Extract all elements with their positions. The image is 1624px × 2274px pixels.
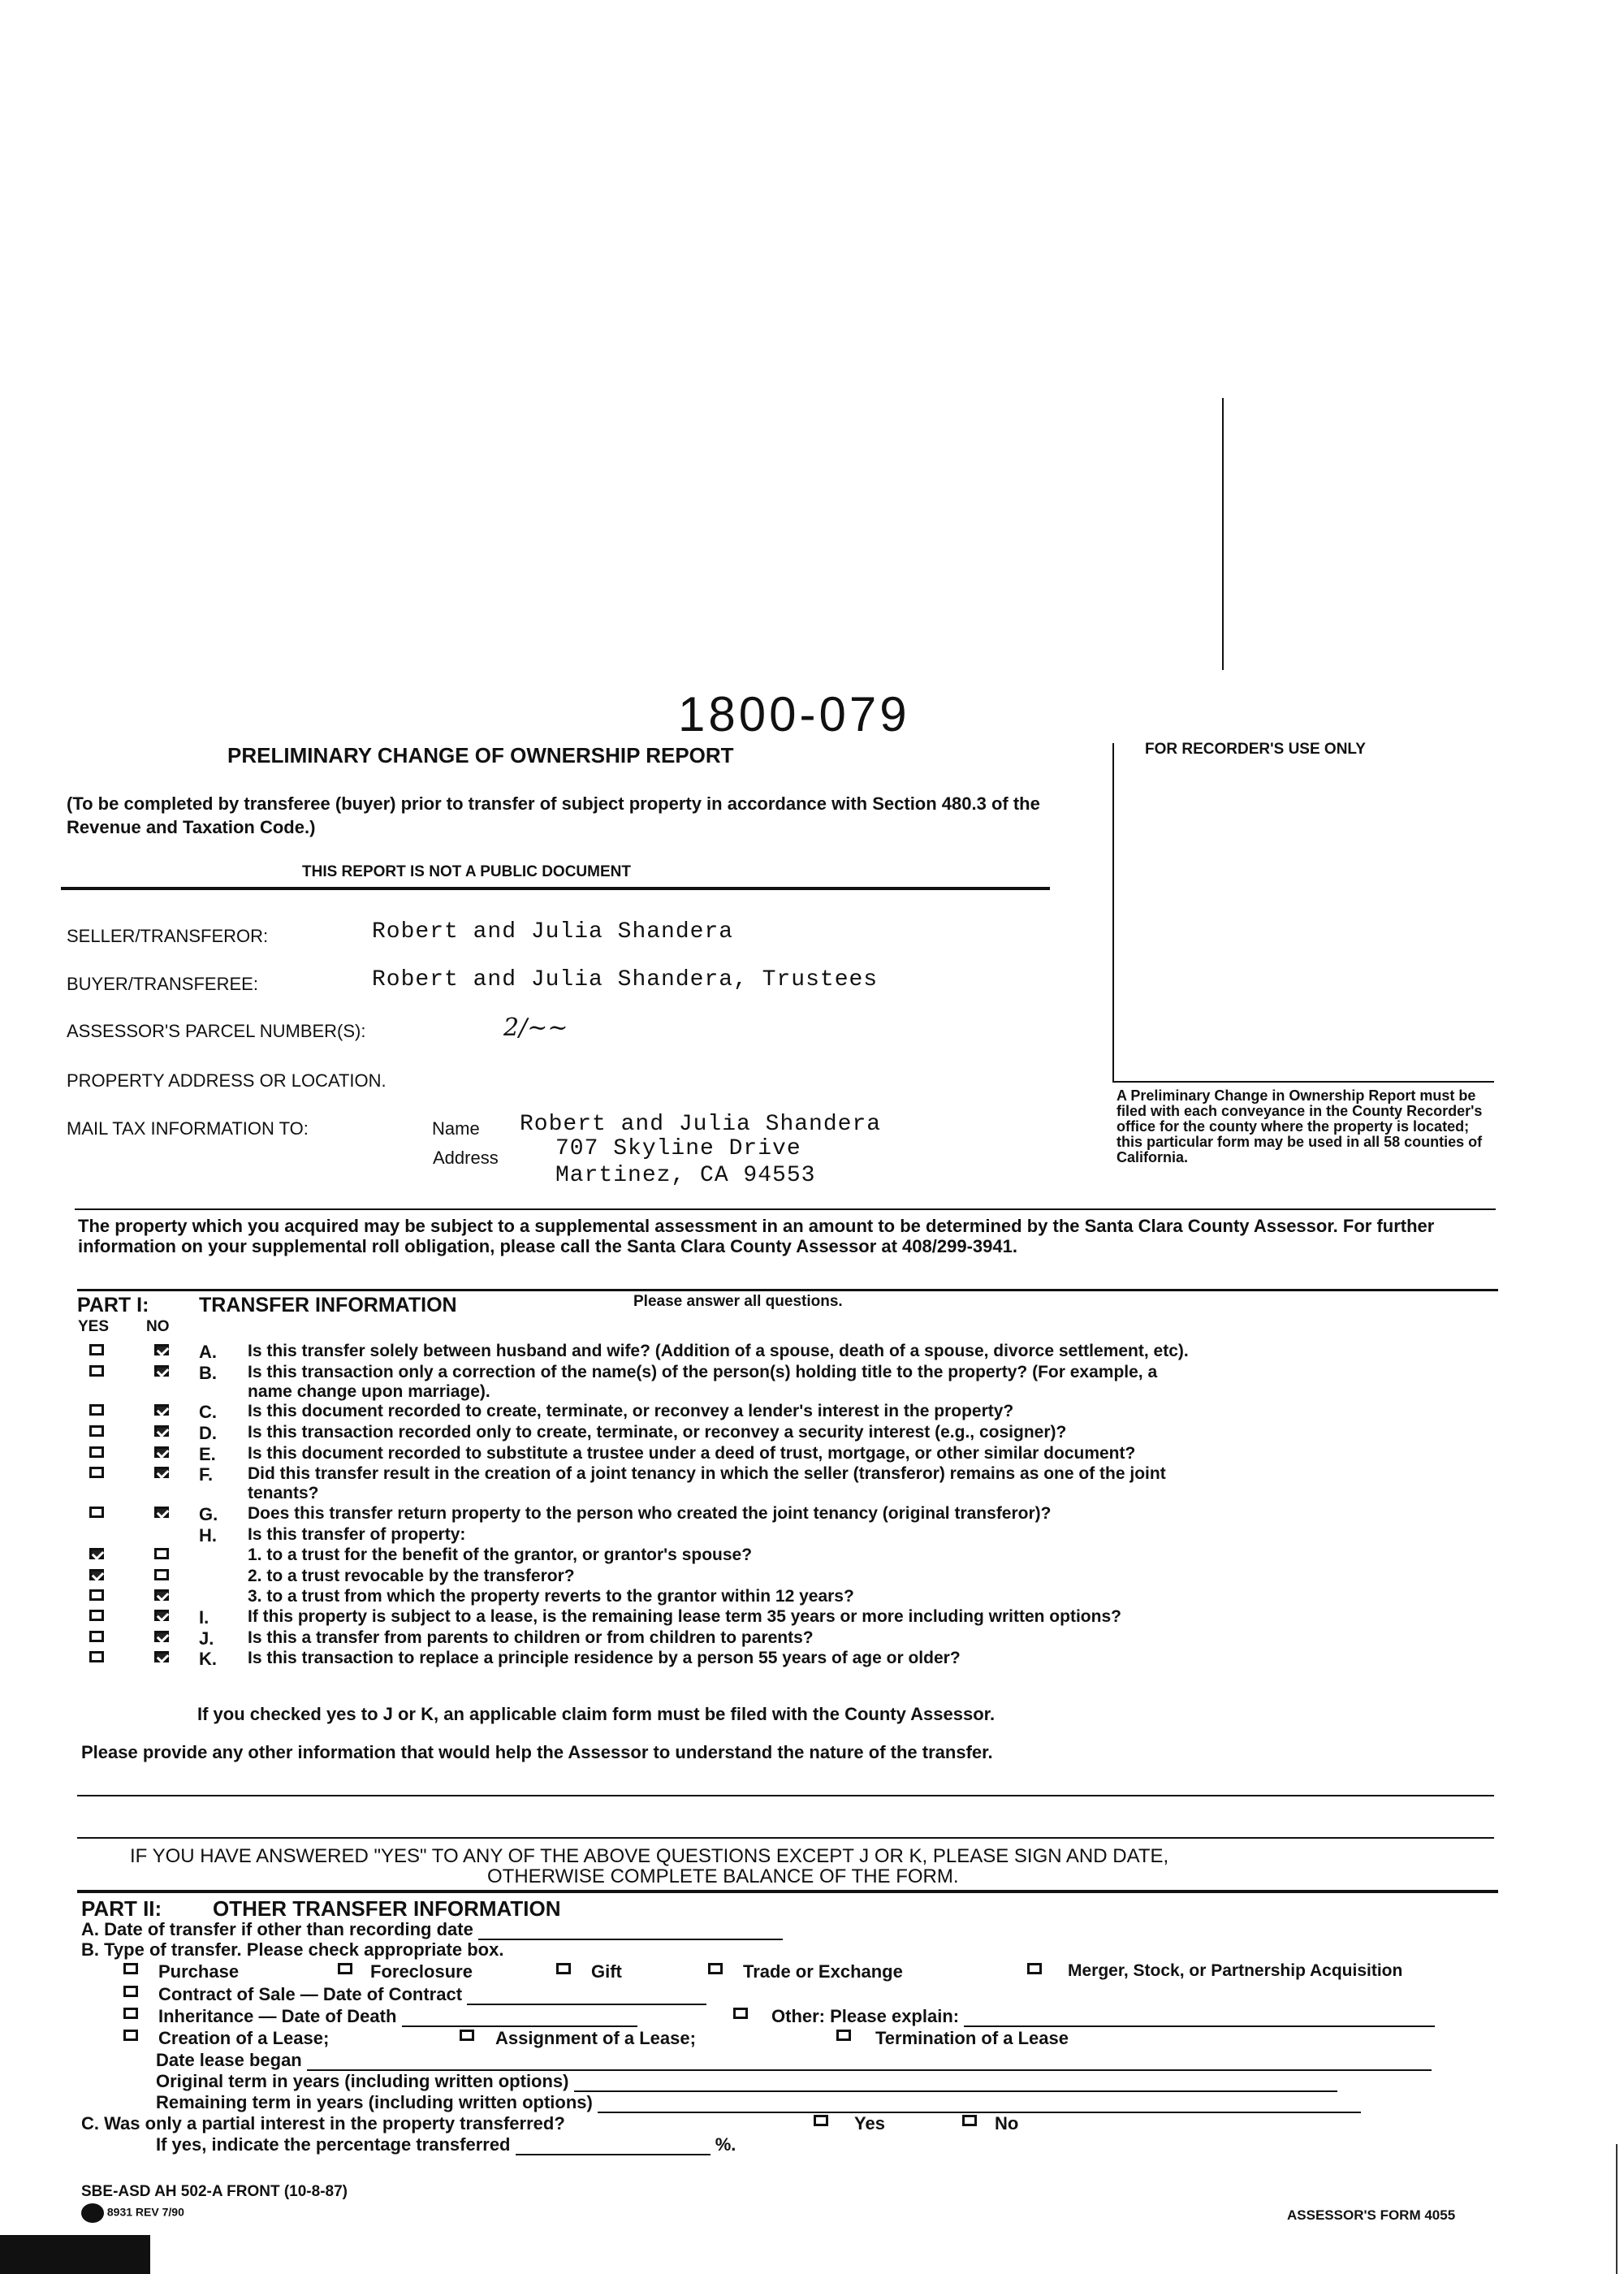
merger-checkbox[interactable] — [1027, 1963, 1042, 1974]
rev-label: 8931 REV 7/90 — [106, 2205, 184, 2219]
purchase-label: Purchase — [158, 1961, 240, 1982]
partial-no-checkbox[interactable] — [962, 2115, 977, 2126]
page-title: PRELIMINARY CHANGE OF OWNERSHIP REPORT — [227, 743, 734, 767]
no-checkbox[interactable] — [154, 1344, 169, 1355]
question-letter: H. — [199, 1525, 217, 1546]
date-lease-field[interactable] — [307, 2053, 1432, 2071]
question-text: If this property is subject to a lease, is the remaining lease term 35 years or more including written options? — [248, 1607, 1121, 1626]
assignment-lease-checkbox[interactable] — [460, 2030, 474, 2041]
mail-name-value: Robert and Julia Shandera — [520, 1112, 882, 1137]
no-checkbox[interactable] — [154, 1610, 169, 1621]
creation-lease-label: Creation of a Lease; — [158, 2028, 330, 2048]
yes-checkbox[interactable] — [89, 1404, 104, 1416]
question-letter: G. — [199, 1504, 218, 1524]
termination-lease-checkbox[interactable] — [836, 2030, 851, 2041]
question-text: Is this transfer solely between husband and wife? (Addition of a spouse, death of a spouse, divorce settlement, etc). — [248, 1342, 1189, 1360]
address-label: Address — [433, 1148, 499, 1168]
original-term-field[interactable] — [574, 2074, 1337, 2092]
part2-c: C. Was only a partial interest in the property transferred? — [81, 2113, 565, 2133]
question-text: Does this transfer return property to the person who created the joint tenancy (original transferor)? — [248, 1504, 1052, 1523]
original-term-row — [156, 2071, 1337, 2092]
question-text: Is this transaction to replace a principle residence by a person 55 years of age or older? — [248, 1649, 961, 1667]
contract-label: Contract of Sale — Date of Contract — [158, 1984, 463, 2004]
question-text: 2. to a trust revocable by the transferor? — [248, 1567, 575, 1585]
other-info-prompt: Please provide any other information that would help the Assessor to understand the nature of the transfer. — [81, 1742, 993, 1762]
buyer-label: BUYER/TRANSFEREE: — [67, 974, 258, 994]
other-explain-field[interactable] — [964, 2009, 1435, 2027]
merger-label: Merger, Stock, or Partnership Acquisition — [1068, 1961, 1403, 1980]
no-checkbox[interactable] — [154, 1548, 169, 1559]
contract-row — [158, 1984, 706, 2005]
date-of-death-field[interactable] — [402, 2009, 637, 2027]
yes-checkbox[interactable] — [89, 1631, 104, 1642]
question-text: Is this a transfer from parents to children or from children to parents? — [248, 1628, 814, 1647]
part2-a — [81, 1919, 783, 1940]
mail-tax-label: MAIL TAX INFORMATION TO: — [67, 1118, 309, 1139]
question-letter: B. — [199, 1363, 217, 1383]
assignment-lease-label: Assignment of a Lease; — [495, 2028, 696, 2048]
remaining-term-label: Remaining term in years (including written options) — [156, 2092, 593, 2112]
no-checkbox[interactable] — [154, 1425, 169, 1437]
trade-checkbox[interactable] — [708, 1963, 723, 1974]
no-checkbox[interactable] — [154, 1589, 169, 1601]
original-term-label: Original term in years (including written options) — [156, 2071, 569, 2091]
yes-checkbox[interactable] — [89, 1425, 104, 1437]
question-text: Is this transaction recorded only to create, terminate, or reconvey a security interest (e.g., cosigner)? — [248, 1423, 1067, 1442]
yes-checkbox[interactable] — [89, 1651, 104, 1662]
yes-checkbox[interactable] — [89, 1344, 104, 1355]
part2-a-label: A. Date of transfer if other than recording date — [81, 1919, 473, 1939]
not-public-rule — [61, 887, 1050, 890]
remaining-term-row — [156, 2092, 1361, 2113]
question-letter: E. — [199, 1444, 216, 1464]
recorder-note: A Preliminary Change in Ownership Report must be filed with each conveyance in the County Recorder's office for the county where the property is located; this particular form may be used in all 58 counties of California. — [1116, 1087, 1483, 1165]
right-edge-mark — [1616, 2144, 1618, 2274]
percentage-field[interactable] — [516, 2138, 710, 2155]
part2-b: B. Type of transfer. Please check appropriate box. — [81, 1939, 504, 1960]
question-letter: C. — [199, 1402, 217, 1422]
question-letter: A. — [199, 1342, 217, 1362]
yes-checkbox[interactable] — [89, 1365, 104, 1377]
part1-top-rule — [77, 1289, 1498, 1291]
inheritance-label: Inheritance — Date of Death — [158, 2006, 397, 2026]
termination-lease-label: Termination of a Lease — [875, 2028, 1069, 2048]
yes-checkbox[interactable] — [89, 1507, 104, 1518]
top-vertical-rule — [1222, 398, 1224, 670]
fields-bottom-rule — [75, 1208, 1496, 1210]
yes-checkbox[interactable] — [89, 1446, 104, 1458]
document-number: 1800-079 — [678, 687, 910, 741]
purchase-checkbox[interactable] — [123, 1963, 138, 1974]
foreclosure-checkbox[interactable] — [338, 1963, 352, 1974]
scan-mark — [0, 2235, 150, 2274]
supplemental-note: The property which you acquired may be subject to a supplemental assessment in an amount to be determined by the Santa Clara County Assessor. For further information on your supplemental roll obligation, please call the Santa Clara County Assessor at 408/299-3941. — [78, 1216, 1435, 1256]
no-checkbox[interactable] — [154, 1631, 169, 1642]
inheritance-checkbox[interactable] — [123, 2008, 138, 2019]
gift-label: Gift — [591, 1961, 622, 1982]
other-info-line — [77, 1795, 1494, 1796]
contract-date-field[interactable] — [467, 1987, 706, 2005]
part2-top-rule — [77, 1890, 1498, 1893]
question-text: Is this transaction only a correction of the name(s) of the person(s) holding title to the property? (For example, a — [248, 1363, 1158, 1381]
name-label: Name — [432, 1118, 480, 1139]
part1-label: PART I: — [77, 1294, 149, 1316]
yes-checkbox[interactable] — [89, 1610, 104, 1621]
part2-title: OTHER TRANSFER INFORMATION — [213, 1896, 561, 1921]
mail-address-line2: Martinez, CA 94553 — [555, 1163, 816, 1188]
property-address-label: PROPERTY ADDRESS OR LOCATION. — [67, 1070, 387, 1091]
seal-icon — [81, 2203, 104, 2223]
other-label: Other: Please explain: — [771, 2006, 960, 2026]
contract-checkbox[interactable] — [123, 1986, 138, 1997]
no-checkbox[interactable] — [154, 1507, 169, 1518]
yes-checkbox[interactable] — [89, 1467, 104, 1478]
question-text: Did this transfer result in the creation of a joint tenancy in which the seller (transferor) remains as one of the joint — [248, 1464, 1166, 1483]
no-checkbox[interactable] — [154, 1365, 169, 1377]
part1-note: Please answer all questions. — [633, 1293, 843, 1310]
date-lease-row — [156, 2050, 1432, 2071]
no-checkbox[interactable] — [154, 1569, 169, 1580]
percentage-label: If yes, indicate the percentage transferred — [156, 2134, 511, 2155]
question-text-cont: tenants? — [248, 1484, 319, 1502]
partial-yes-checkbox[interactable] — [814, 2115, 828, 2126]
question-letter: J. — [199, 1628, 214, 1649]
inheritance-row — [158, 2006, 637, 2027]
question-letter: I. — [199, 1607, 209, 1628]
other-row — [771, 2006, 1435, 2027]
question-text: 3. to a trust from which the property reverts to the grantor within 12 years? — [248, 1587, 854, 1606]
yes-checkbox[interactable] — [89, 1569, 104, 1580]
seller-value: Robert and Julia Shandera — [372, 919, 734, 945]
yes-checkbox[interactable] — [89, 1548, 104, 1559]
claim-note: If you checked yes to J or K, an applicable claim form must be filed with the County Assessor. — [197, 1704, 996, 1724]
apn-value: 2/~~ — [503, 1014, 568, 1042]
not-public-notice: THIS REPORT IS NOT A PUBLIC DOCUMENT — [302, 863, 631, 880]
partial-yes-label: Yes — [854, 2113, 885, 2133]
rev-row — [81, 2203, 184, 2223]
buyer-value: Robert and Julia Shandera, Trustees — [372, 967, 879, 992]
other-checkbox[interactable] — [733, 2008, 748, 2019]
trade-label: Trade or Exchange — [743, 1961, 903, 1982]
question-letter: D. — [199, 1423, 217, 1443]
assessor-form-number: ASSESSOR'S FORM 4055 — [1287, 2207, 1456, 2223]
date-lease-label: Date lease began — [156, 2050, 302, 2070]
percent-symbol: %. — [715, 2134, 736, 2155]
question-text: Is this transfer of property: — [248, 1525, 466, 1544]
no-checkbox[interactable] — [154, 1404, 169, 1416]
no-header: NO — [146, 1318, 170, 1335]
question-text: Is this document recorded to create, terminate, or reconvey a lender's interest in the property? — [248, 1402, 1014, 1420]
part1-title: TRANSFER INFORMATION — [199, 1294, 457, 1316]
creation-lease-checkbox[interactable] — [123, 2030, 138, 2041]
foreclosure-label: Foreclosure — [370, 1961, 473, 1982]
form-code: SBE-ASD AH 502-A FRONT (10-8-87) — [81, 2183, 348, 2200]
apn-label: ASSESSOR'S PARCEL NUMBER(S): — [67, 1021, 366, 1041]
date-of-transfer-field[interactable] — [478, 1922, 783, 1940]
question-text: 1. to a trust for the benefit of the grantor, or grantor's spouse? — [248, 1546, 753, 1564]
seller-label: SELLER/TRANSFEROR: — [67, 926, 269, 946]
percentage-row — [156, 2134, 736, 2155]
gift-checkbox[interactable] — [556, 1963, 571, 1974]
intro-text: (To be completed by transferee (buyer) prior to transfer of subject property in accordance with Section 480.3 of the Revenue and Taxation Code.) — [67, 793, 1040, 837]
no-checkbox[interactable] — [154, 1651, 169, 1662]
remaining-term-field[interactable] — [598, 2095, 1361, 2113]
recorder-box-bottom — [1112, 1081, 1494, 1083]
no-checkbox[interactable] — [154, 1446, 169, 1458]
question-letter: K. — [199, 1649, 217, 1669]
other-info-line-2 — [77, 1837, 1494, 1839]
yes-checkbox[interactable] — [89, 1589, 104, 1601]
no-checkbox[interactable] — [154, 1467, 169, 1478]
part2-label: PART II: — [81, 1896, 162, 1921]
mail-address-line1: 707 Skyline Drive — [555, 1136, 801, 1161]
question-letter: F. — [199, 1464, 214, 1485]
yes-header: YES — [78, 1318, 110, 1335]
partial-no-label: No — [995, 2113, 1019, 2133]
question-text: Is this document recorded to substitute a trustee under a deed of trust, mortgage, or other similar document? — [248, 1444, 1136, 1463]
sign-note-2: OTHERWISE COMPLETE BALANCE OF THE FORM. — [487, 1865, 959, 1887]
question-text-cont: name change upon marriage). — [248, 1382, 490, 1401]
sign-note-1: IF YOU HAVE ANSWERED "YES" TO ANY OF THE ABOVE QUESTIONS EXCEPT J OR K, PLEASE SIGN AND DATE, — [130, 1845, 1169, 1867]
recorder-box-left — [1112, 743, 1114, 1083]
recorder-use-label: FOR RECORDER'S USE ONLY — [1145, 741, 1366, 758]
